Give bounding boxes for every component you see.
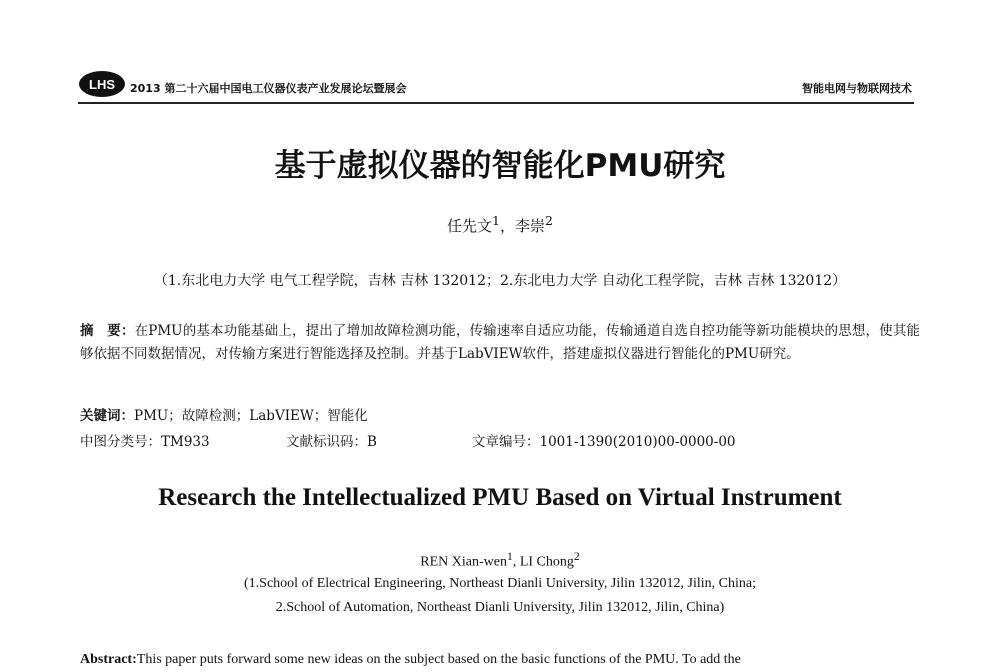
author-superscript: 1 [492, 213, 500, 228]
author-separator: , [512, 554, 520, 570]
chinese-title: 基于虚拟仪器的智能化PMU研究 [274, 148, 726, 184]
conference-name: 2013 第二十六届中国电工仪器仪表产业发展论坛暨展会 [130, 82, 407, 95]
section-name: 智能电网与物联网技术 [802, 82, 912, 95]
english-title: Research the Intellectualized PMU Based on Virtual Instrument [158, 484, 842, 511]
author-superscript: 1 [506, 550, 513, 563]
abstract-label: 摘 要： [80, 323, 135, 339]
author-separator: ， [499, 217, 515, 235]
svg-text:LHS: LHS [89, 77, 115, 92]
abstract-text: 在PMU的基本功能基础上，提出了增加故障检测功能，传输速率自适应功能，传输通道自选自控功能等新功能模块的思想，使其能够依据不同数据情况，对传输方案进行智能选择及控制。并基于LabVIEW软件，搭建虚拟仪器进行智能化的PMU研究。 [80, 323, 920, 362]
author-superscript: 2 [545, 213, 553, 228]
chinese-abstract [80, 320, 920, 366]
chinese-affiliation: （1.东北电力大学 电气工程学院，吉林 吉林 132012；2.东北电力大学 自动化工程学院，吉林 吉林 132012） [153, 273, 847, 289]
author-name: LI Chong [519, 554, 574, 570]
article-number: 文章编号：1001-1390(2010)00-0000-00 [472, 434, 736, 450]
english-authors [0, 550, 1000, 571]
keywords-label: 关键词： [80, 408, 134, 424]
journal-logo [78, 70, 126, 98]
english-affiliation-2: 2.School of Automation, Northeast Dianli University, Jilin 132012, Jilin, China) [275, 600, 725, 615]
author-name: 任先文 [447, 217, 493, 235]
author-superscript: 2 [573, 550, 580, 563]
english-abstract [80, 652, 940, 668]
chinese-authors [0, 213, 1000, 236]
class-number: 中图分类号：TM933 [80, 434, 210, 450]
document-code: 文献标识码：B [286, 434, 377, 450]
author-name: REN Xian-wen [420, 554, 507, 570]
author-name: 李崇 [515, 217, 546, 235]
keywords-text: PMU；故障检测；LabVIEW；智能化 [134, 408, 368, 424]
english-affiliation-1: (1.School of Electrical Engineering, Northeast Dianli University, Jilin 132012, Jilin, China; [244, 576, 756, 591]
chinese-keywords [80, 404, 920, 424]
abstract-label: Abstract: [80, 652, 137, 667]
abstract-text: This paper puts forward some new ideas on the subject based on the basic functions of the PMU. To add the [136, 652, 741, 667]
page-header [78, 70, 914, 104]
